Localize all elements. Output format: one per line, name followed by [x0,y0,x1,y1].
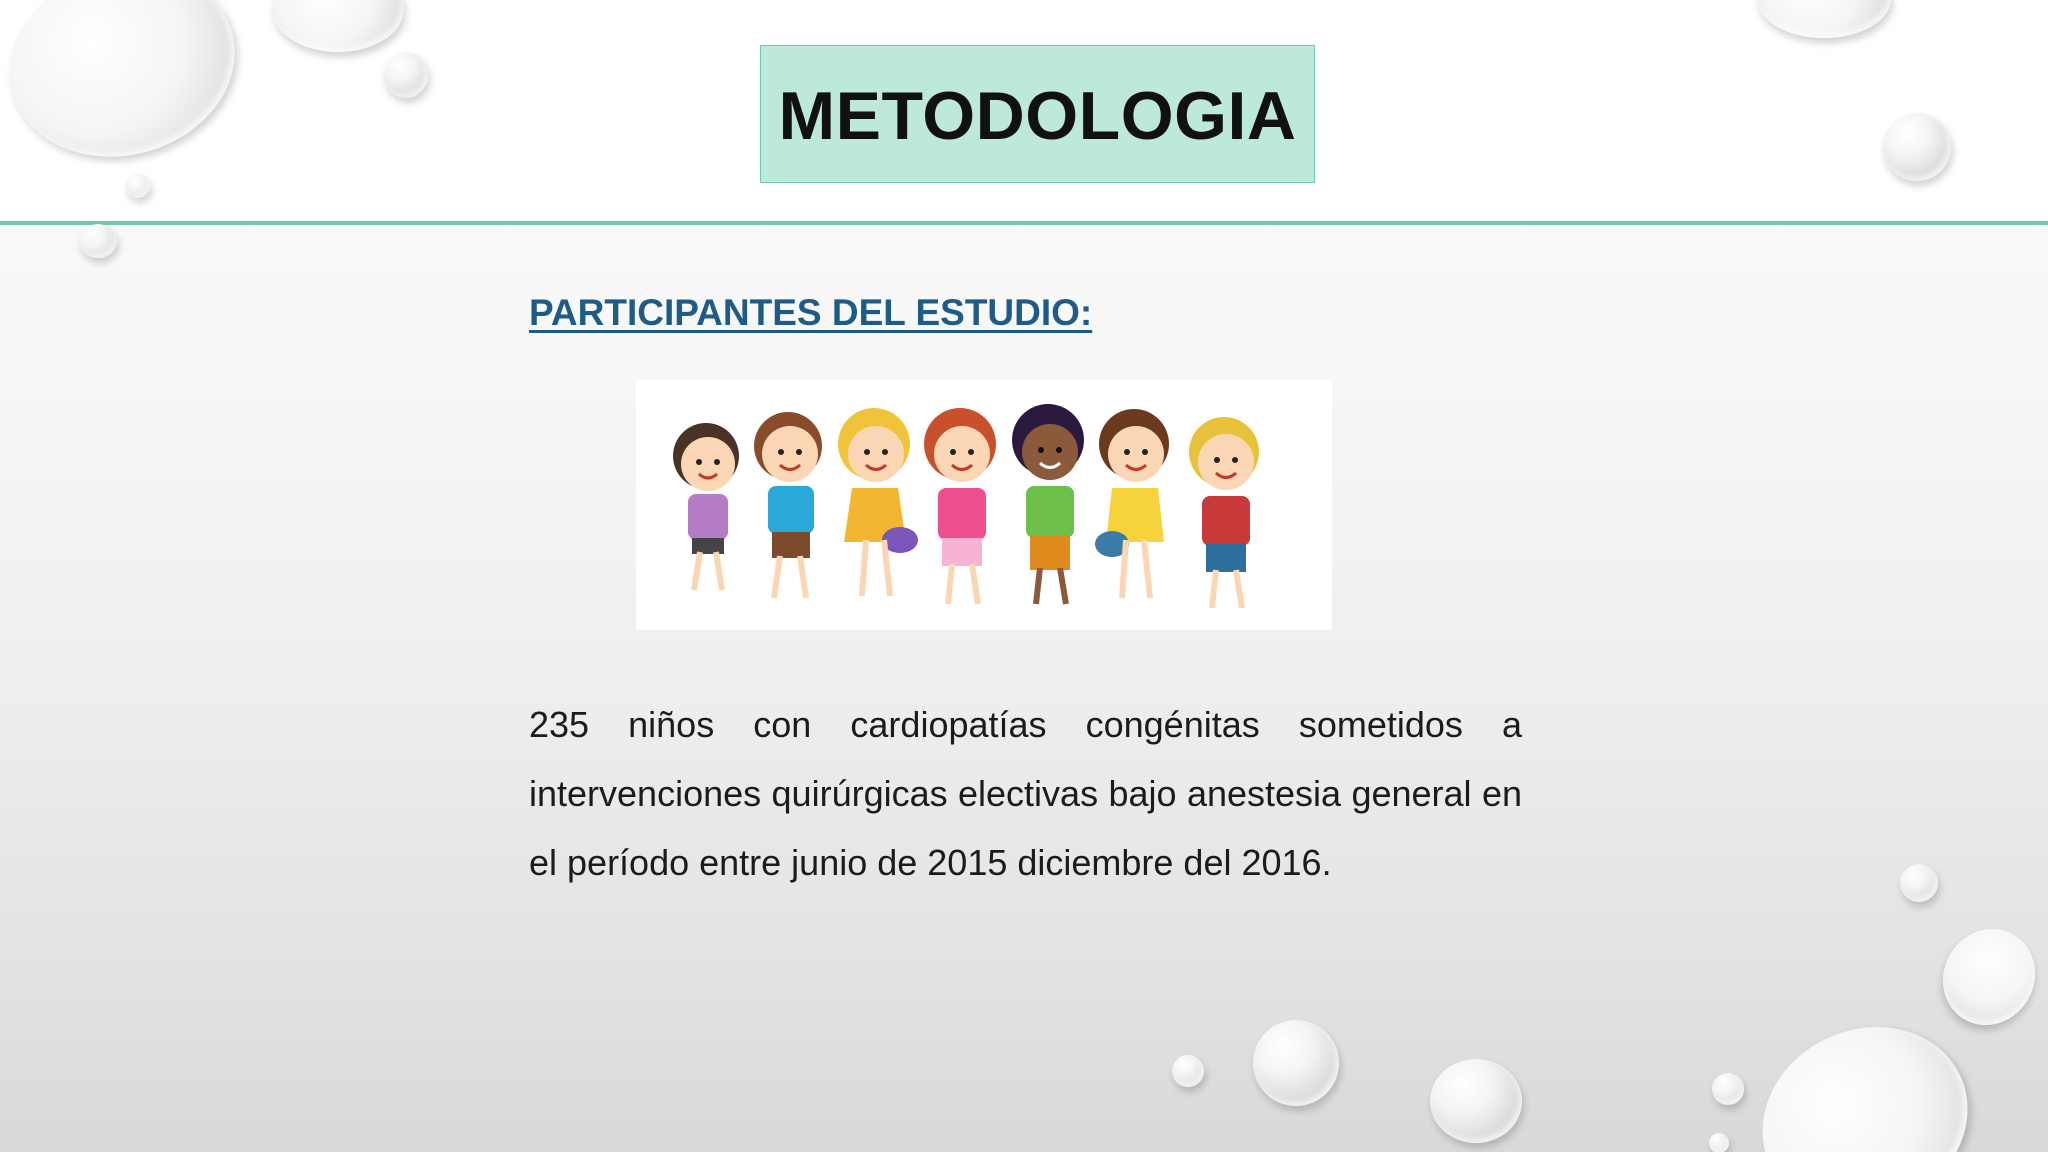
body-paragraph: 235 niños con cardiopatías congénitas sometidos a intervenciones quirúrgicas electivas bajo anestesia general en el período entre junio de 2015 diciembre del 2016. [529,704,1522,883]
child-figure [673,423,739,590]
child-figure [754,412,822,598]
child-figure [1189,417,1259,608]
children-group-illustration [636,380,1332,630]
slide-title: METODOLOGIA [778,78,1297,154]
title-box [760,45,1315,183]
child-figure [1095,409,1169,598]
header-divider [0,221,2048,225]
section-subheading: PARTICIPANTES DEL ESTUDIO: [529,292,1093,333]
child-figure [1012,404,1084,604]
child-figure [838,408,918,596]
child-figure [924,408,996,604]
